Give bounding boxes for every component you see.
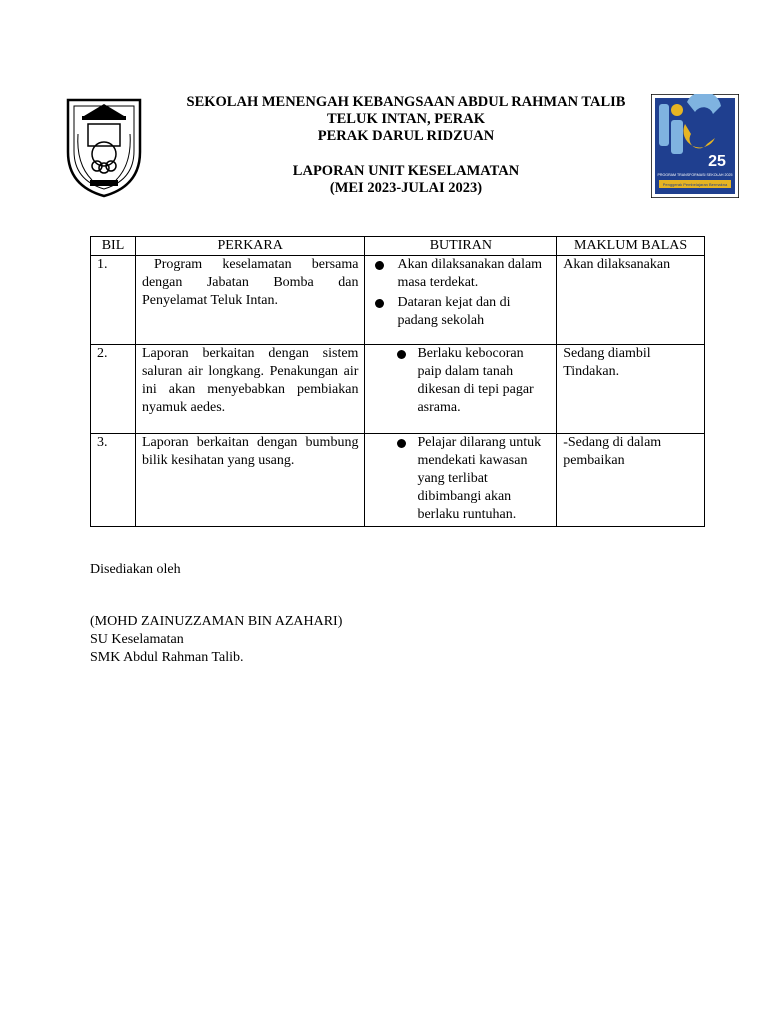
cell-butiran [365, 256, 557, 345]
cell-bil: 1. [91, 256, 136, 345]
cell-perkara: Laporan berkaitan dengan sistem saluran air longkang. Penakungan air ini akan menyebabkan pembiakan nyamuk aedes. [135, 345, 365, 434]
school-state: PERAK DARUL RIDZUAN [317, 128, 495, 144]
ts25-caption: PROGRAM TRANSFORMASI SEKOLAH 2025 [657, 173, 733, 177]
butiran-list [371, 256, 550, 330]
table-row [91, 256, 705, 345]
cell-butiran [365, 345, 557, 434]
cell-maklum-balas: Sedang diambil Tindakan. [557, 345, 705, 434]
report-title: LAPORAN UNIT KESELAMATAN [292, 163, 520, 179]
document-header [150, 94, 662, 197]
school-name: SEKOLAH MENENGAH KEBANGSAAN ABDUL RAHMAN TALIB [186, 94, 626, 110]
report-period: (MEI 2023-JULAI 2023) [329, 180, 483, 196]
table-header-row [91, 237, 705, 256]
cell-maklum-balas: Akan dilaksanakan [557, 256, 705, 345]
school-crest-icon [62, 94, 146, 200]
prepared-by-label: Disediakan oleh [90, 562, 181, 577]
cell-bil: 3. [91, 434, 136, 527]
cell-butiran [365, 434, 557, 527]
preparer-school: SMK Abdul Rahman Talib. [90, 650, 244, 665]
preparer-name: (MOHD ZAINUZZAMAN BIN AZAHARI) [90, 614, 343, 629]
preparer-role: SU Keselamatan [90, 632, 184, 647]
ts25-number: 25 [708, 153, 726, 170]
header-maklum-balas: MAKLUM BALAS [557, 237, 705, 256]
butiran-list [371, 434, 550, 524]
report-table [90, 236, 705, 527]
header-perkara: PERKARA [135, 237, 365, 256]
header-butiran: BUTIRAN [365, 237, 557, 256]
signature-block [90, 613, 342, 667]
cell-perkara: Program keselamatan bersama dengan Jabatan Bomba dan Penyelamat Teluk Intan. [135, 256, 365, 345]
list-item: Pelajar dilarang untuk mendekati kawasan yang terlibat dibimbangi akan berlaku runtuhan. [371, 434, 550, 524]
butiran-list [371, 345, 550, 417]
header-bil: BIL [91, 237, 136, 256]
ts25-logo-icon [651, 94, 739, 198]
cell-perkara: Laporan berkaitan dengan bumbung bilik kesihatan yang usang. [135, 434, 365, 527]
table-row [91, 434, 705, 527]
list-item: Berlaku kebocoran paip dalam tanah dikesan di tepi pagar asrama. [371, 345, 550, 417]
ts25-band-text: Penggerak Pembelajaran Bermakna [662, 182, 728, 187]
table-row [91, 345, 705, 434]
cell-maklum-balas: -Sedang di dalam pembaikan [557, 434, 705, 527]
cell-bil: 2. [91, 345, 136, 434]
list-item: Akan dilaksanakan dalam masa terdekat. [371, 256, 550, 292]
list-item: Dataran kejat dan di padang sekolah [371, 294, 550, 330]
school-town: TELUK INTAN, PERAK [326, 111, 486, 127]
